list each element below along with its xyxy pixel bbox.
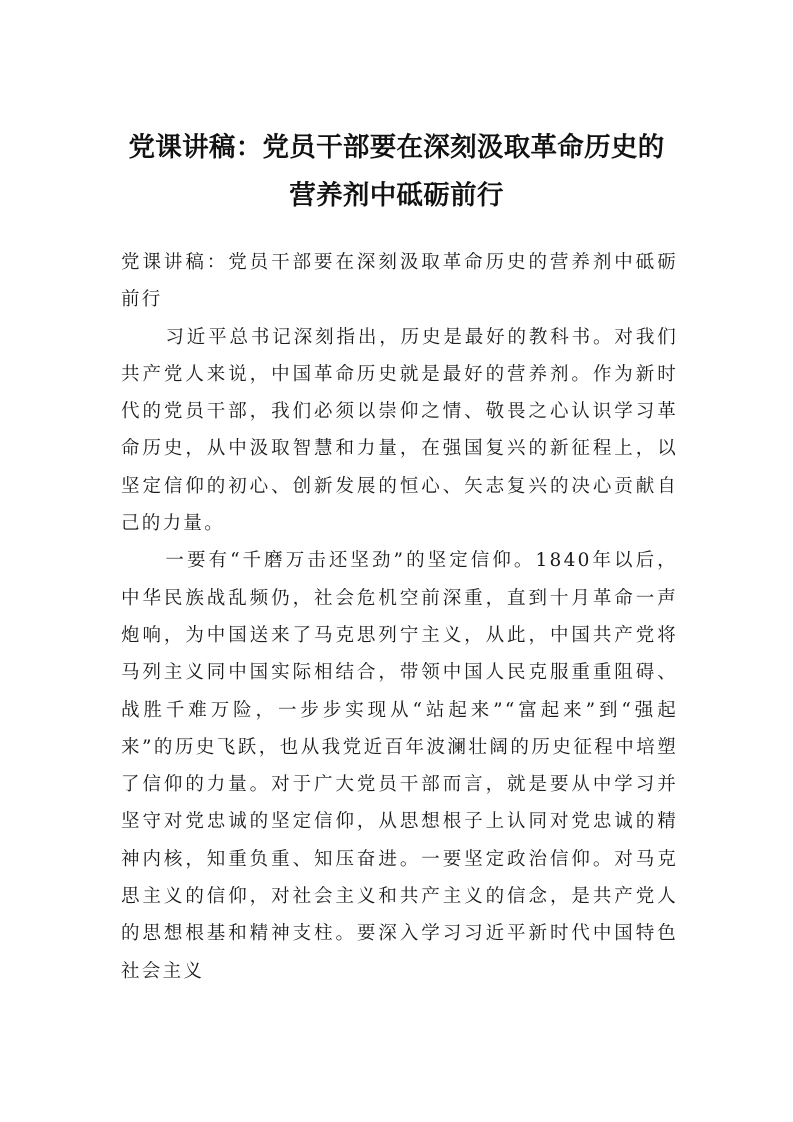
subtitle-paragraph: 党课讲稿：党员干部要在深刻汲取革命历史的营养剂中砥砺前行 bbox=[121, 252, 678, 311]
document-title: 党课讲稿：党员干部要在深刻汲取革命历史的营养剂中砥砺前行 bbox=[128, 132, 665, 211]
body-paragraph: 一要有“千磨万击还坚劲”的坚定信仰。1840年以后，中华民族战乱频仍，社会危机空前深重，直到十月革命一声炮响，为中国送来了马克思列宁主义，从此，中国共产党将马列主义同中国实际相结合，带领中国人民克服重重阻碍、战胜千难万险，一步步实现从“站起来”“富起来”到“强起来”的历史飞跃，也从我党近百年波澜壮阔的历史征程中培塑了信仰的力量。对于广大党员干部而言，就是要从中学习并坚守对党忠诚的坚定信仰，从思想根子上认同对党忠诚的精神内核，知重负重、知压奋进。一要坚定政治信仰。对马克思主义的信仰，对社会主义和共产主义的信念，是共产党人的思想根基和精神支柱。要深入学习习近平新时代中国特色社会主义 bbox=[121, 550, 678, 982]
document-body bbox=[121, 244, 678, 990]
intro-paragraph: 习近平总书记深刻指出，历史是最好的教科书。对我们共产党人来说，中国革命历史就是最好的营养剂。作为新时代的党员干部，我们必须以崇仰之情、敬畏之心认识学习革命历史，从中汲取智慧和力量，在强国复兴的新征程上，以坚定信仰的初心、创新发展的恒心、矢志复兴的决心贡献自己的力量。 bbox=[121, 326, 678, 535]
